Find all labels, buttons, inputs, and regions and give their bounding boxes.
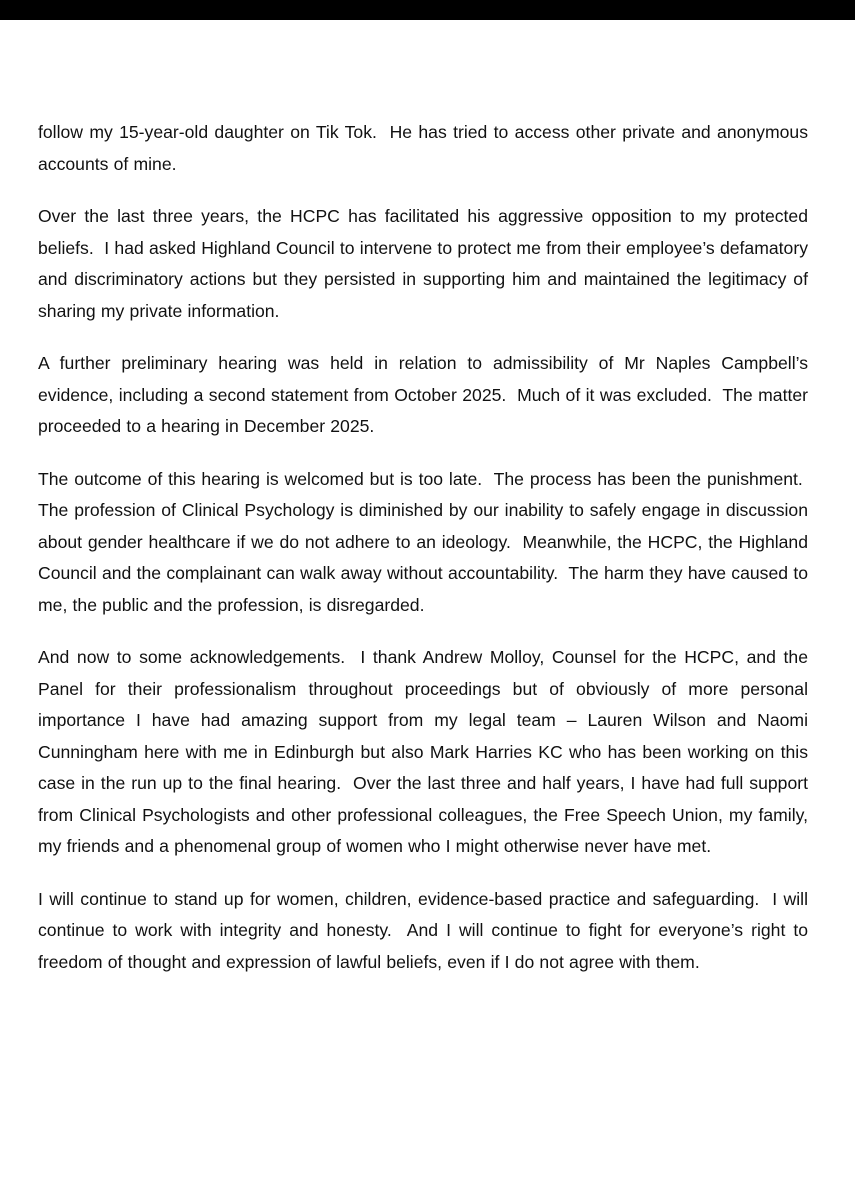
paragraph-acknowledgements: And now to some acknowledgements. I thank Andrew Molloy, Counsel for the HCPC, and the Panel for their professionalism throughout proceedings but of obviously of more personal importance I have had amazing support from my legal team – Lauren Wilson and Naomi Cunningham here with me in Edinburgh but also Mark Harries KC who has been working on this case in the run up to the final hearing. Over the last three and half years, I have had full support from Clinical Psychologists and other professional colleagues, the Free Speech Union, my family, my friends and a phenomenal group of women who I might otherwise never have met.	[38, 647, 808, 856]
top-bar	[0, 0, 855, 20]
document-page	[38, 117, 808, 999]
paragraph-preliminary-hearing: A further preliminary hearing was held in relation to admissibility of Mr Naples Campbell’s evidence, including a second statement from October 2025. Much of it was excluded. The matter proceeded to a hearing in December 2025.	[38, 353, 808, 436]
paragraph-tiktok: follow my 15-year-old daughter on Tik Tok. He has tried to access other private and anonymous accounts of mine.	[38, 122, 808, 174]
paragraph-outcome: The outcome of this hearing is welcomed but is too late. The process has been the punishment. The profession of Clinical Psychology is diminished by our inability to safely engage in discussion about gender healthcare if we do not adhere to an ideology. Meanwhile, the HCPC, the Highland Council and the complainant can walk away without accountability. The harm they have caused to me, the public and the profession, is disregarded.	[38, 468, 808, 615]
paragraph-closing: I will continue to stand up for women, children, evidence-based practice and safeguarding. I will continue to work with integrity and honesty. And I will continue to fight for everyone’s right to freedom of thought and expression of lawful beliefs, even if I do not agree with them.	[38, 888, 808, 972]
paragraph-hcpc-opposition: Over the last three years, the HCPC has facilitated his aggressive opposition to my protected beliefs. I had asked Highland Council to intervene to protect me from their employee’s defamatory and discriminatory actions but they persisted in supporting him and maintained the legitimacy of sharing my private information.	[38, 206, 808, 321]
